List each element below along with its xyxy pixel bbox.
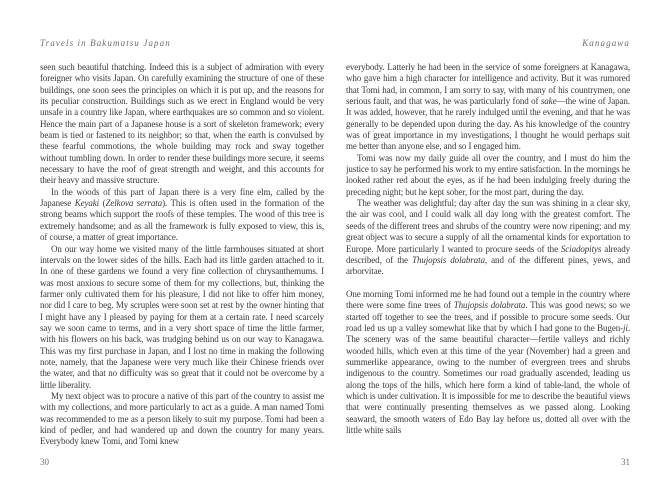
paragraph: On our way home we visited many of the little farmhouses situated at short intervals on the lower sides of the hills. Each had its little garden attached to it. In one of these gardens we found a very fine collection of chrysanthemums. I was most anxious to secure some of them for my collections, but, thinking the farmer only cultivated them for his pleasure, I did not like to offer him money, nor did I care to beg. My scruples were soon set at rest by the owner hinting that I might have any I pleased by paying for them at a certain rate. I need scarcely say we soon came to terms, and in a very short space of time the little farmer, with his flowers on his back, was trudging behind us on our way to Kanagawa. This was my first purchase in Japan, and I lost no time in making the following note, namely, that the Japanese were very much like their Chinese friends over the water, and that no difficulty was so great that it could not be overcome by a little liberality. [40, 243, 324, 390]
page-number-left: 30 [40, 457, 49, 467]
page-left-text-column [40, 62, 324, 460]
paragraph: seen such beautiful thatching. Indeed this is a subject of admiration with every foreigner who visits Japan. On carefully examining the structure of one of these buildings, one soon sees the principles on which it is put up, and the reasons for its peculiar construction. Buildings such as we erect in England would be very unsafe in a country like Japan, where earthquakes are so common and so violent. Hence the main part of a Japanese house is a sort of skeleton framework; every beam is tied or fastened to its neighbor; so that, when the earth is convulsed by these fearful commotions, the whole building may rock and sway together without tumbling down. In order to render these buildings more secure, it seems necessary to have the roof of great strength and weight, and this accounts for their heavy and massive structure. [40, 62, 324, 186]
paragraph: In the woods of this part of Japan there is a very fine elm, called by the Japanese Keyaki (Zelkova serrata). This is often used in the formation of the strong beams which support the roofs of these temples. The wood of this tree is extremely handsome; and as all the framework is fully exposed to view, this is, of course, a matter of great importance. [40, 186, 324, 243]
paragraph: The weather was delightful; day after day the sun was shining in a clear sky, the air was cool, and I could walk all day long with the greatest comfort. The seeds of the different trees and shrubs of the country were now ripening; and my great object was to secure a supply of all the ornamental kinds for exportation to Europe. More particularly I wanted to procure seeds of the Sciadopitys already described, of the Thujopsis dolabrata, and of the different pines, yews, and arborvitae. [346, 198, 630, 277]
paragraph: One morning Tomi informed me he had found out a temple in the country where there were some fine trees of Thujopsis dolabrata. This was good news; so we started off together to see the trees, and if possible to procure some seeds. Our road led us up a valley somewhat like that by which I had gone to the Bugen-ji. The scenery was of the same beautiful character—fertile valleys and richly wooded hills, which even at this time of the year (November) had a green and summerlike appearance, owing to the number of evergreen trees and shrubs indigenous to the country. Sometimes our road gradually ascended, leading us along the tops of the hills, which here form a kind of table-land, the whole of which is under cultivation. It is impossible for me to describe the beautiful views that were continually presenting themselves as we passed along. Looking seaward, the smooth waters of Edo Bay lay before us, dotted all over with the little white sails [346, 288, 630, 435]
paragraph: Tomi was now my daily guide all over the country, and I must do him the justice to say he performed his work to my entire satisfaction. In the mornings he looked rather red about the eyes, as if he had been indulging freely during the preceding night; but he kept sober, for the most part, during the day. [346, 152, 630, 197]
paragraph: My next object was to procure a native of this part of the country to assist me with my collections, and more particularly to act as a guide. A man named Tomi was recommended to me as a person likely to suit my purpose. Tomi had been a kind of pedler, and had wandered up and down the country for many years. Everybody knew Tomi, and Tomi knew [40, 390, 324, 447]
running-header-chapter-title: Kanagawa [582, 38, 630, 48]
page-number-right: 31 [621, 457, 630, 467]
page-right-text-column [346, 62, 630, 460]
paragraph: everybody. Latterly he had been in the service of some foreigners at Kanagawa, who gave him a high character for intelligence and activity. But it was rumored that Tomi had, in common, I am sorry to say, with many of his countrymen, one serious fault, and that was, he was particularly fond of sake—the wine of Japan. It was added, however, that he rarely indulged until the evening, and that he was generally to be depended upon during the day. As his knowledge of the country was of great importance in my investigations, I thought he would perhaps suit me better than anyone else, and so I engaged him. [346, 62, 630, 152]
running-header-book-title: Travels in Bakumatsu Japan [40, 38, 171, 48]
